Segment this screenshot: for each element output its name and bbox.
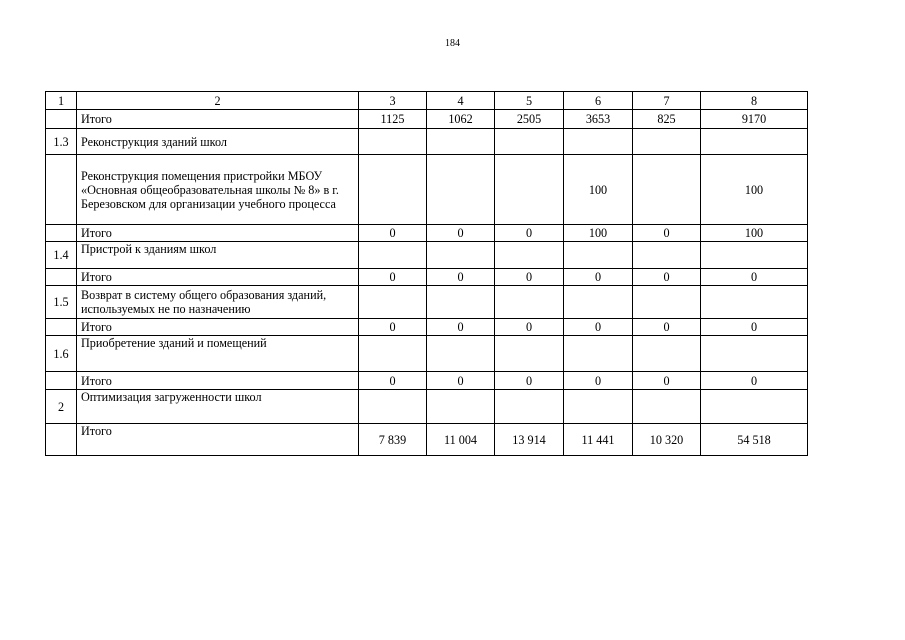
- row-name-cell: Итого: [77, 372, 359, 390]
- table-row: [46, 242, 808, 269]
- row-name-cell: Приобретение зданий и помещений: [77, 336, 359, 372]
- table-row: [46, 372, 808, 390]
- table-row: [46, 286, 808, 319]
- value-cell-col-6: [564, 390, 633, 424]
- value-cell-col-6: 0: [564, 372, 633, 390]
- data-table: [45, 91, 808, 456]
- value-cell-col-7: 0: [633, 269, 701, 286]
- value-cell-col-5: [495, 336, 564, 372]
- value-cell-col-8: [701, 286, 808, 319]
- value-cell-col-3: 1125: [359, 110, 427, 129]
- value-cell-col-4: [427, 390, 495, 424]
- row-number-cell: 1.3: [46, 129, 77, 155]
- value-cell-col-7: [633, 286, 701, 319]
- value-cell-col-8: 54 518: [701, 424, 808, 456]
- table-row: [46, 225, 808, 242]
- row-name-cell: Реконструкция зданий школ: [77, 129, 359, 155]
- value-cell-col-5: [495, 390, 564, 424]
- table-row: [46, 336, 808, 372]
- value-cell-col-8: 100: [701, 155, 808, 225]
- value-cell-col-3: 0: [359, 319, 427, 336]
- value-cell-col-5: 0: [495, 372, 564, 390]
- table-row: [46, 155, 808, 225]
- value-cell-col-6: [564, 336, 633, 372]
- value-cell-col-4: 1062: [427, 110, 495, 129]
- value-cell-col-5: 0: [495, 225, 564, 242]
- row-number-cell: [46, 424, 77, 456]
- value-cell-col-7: 7: [633, 92, 701, 110]
- value-cell-col-4: [427, 336, 495, 372]
- row-number-cell: [46, 155, 77, 225]
- value-cell-col-7: [633, 336, 701, 372]
- value-cell-col-3: 0: [359, 372, 427, 390]
- value-cell-col-3: 7 839: [359, 424, 427, 456]
- value-cell-col-8: [701, 390, 808, 424]
- value-cell-col-7: 0: [633, 372, 701, 390]
- value-cell-col-7: 0: [633, 319, 701, 336]
- table-row: [46, 424, 808, 456]
- value-cell-col-3: [359, 129, 427, 155]
- row-number-cell: 1.4: [46, 242, 77, 269]
- value-cell-col-5: 13 914: [495, 424, 564, 456]
- row-name-cell: Оптимизация загруженности школ: [77, 390, 359, 424]
- value-cell-col-8: [701, 129, 808, 155]
- value-cell-col-5: 5: [495, 92, 564, 110]
- table-body: [46, 92, 808, 456]
- value-cell-col-4: 11 004: [427, 424, 495, 456]
- value-cell-col-4: [427, 155, 495, 225]
- value-cell-col-7: 10 320: [633, 424, 701, 456]
- row-name-cell: Итого: [77, 110, 359, 129]
- table-row: [46, 269, 808, 286]
- value-cell-col-8: [701, 336, 808, 372]
- value-cell-col-3: [359, 286, 427, 319]
- row-number-cell: 1.5: [46, 286, 77, 319]
- value-cell-col-7: 0: [633, 225, 701, 242]
- value-cell-col-4: [427, 129, 495, 155]
- value-cell-col-7: [633, 155, 701, 225]
- row-name-cell: Итого: [77, 424, 359, 456]
- value-cell-col-5: [495, 286, 564, 319]
- value-cell-col-3: [359, 155, 427, 225]
- row-number-cell: [46, 372, 77, 390]
- value-cell-col-7: 825: [633, 110, 701, 129]
- value-cell-col-8: 9170: [701, 110, 808, 129]
- table-row: [46, 129, 808, 155]
- value-cell-col-4: 0: [427, 319, 495, 336]
- value-cell-col-6: [564, 129, 633, 155]
- row-name-cell: 2: [77, 92, 359, 110]
- value-cell-col-6: 0: [564, 269, 633, 286]
- value-cell-col-5: 0: [495, 269, 564, 286]
- value-cell-col-4: [427, 286, 495, 319]
- row-name-cell: Возврат в систему общего образования зданий, используемых не по назначению: [77, 286, 359, 319]
- value-cell-col-3: 0: [359, 269, 427, 286]
- value-cell-col-6: 6: [564, 92, 633, 110]
- value-cell-col-7: [633, 242, 701, 269]
- value-cell-col-8: 8: [701, 92, 808, 110]
- value-cell-col-8: [701, 242, 808, 269]
- row-number-cell: 1: [46, 92, 77, 110]
- value-cell-col-3: [359, 242, 427, 269]
- value-cell-col-7: [633, 129, 701, 155]
- value-cell-col-5: 0: [495, 319, 564, 336]
- page-number: 184: [445, 38, 460, 49]
- value-cell-col-4: 0: [427, 269, 495, 286]
- value-cell-col-6: 0: [564, 319, 633, 336]
- value-cell-col-6: [564, 286, 633, 319]
- row-number-cell: [46, 319, 77, 336]
- value-cell-col-3: [359, 336, 427, 372]
- value-cell-col-6: [564, 242, 633, 269]
- row-number-cell: [46, 269, 77, 286]
- row-name-cell: Итого: [77, 225, 359, 242]
- row-name-cell: Пристрой к зданиям школ: [77, 242, 359, 269]
- value-cell-col-5: [495, 242, 564, 269]
- value-cell-col-3: 3: [359, 92, 427, 110]
- row-number-cell: [46, 110, 77, 129]
- value-cell-col-6: 100: [564, 225, 633, 242]
- value-cell-col-3: 0: [359, 225, 427, 242]
- table-row: [46, 110, 808, 129]
- value-cell-col-8: 100: [701, 225, 808, 242]
- value-cell-col-6: 11 441: [564, 424, 633, 456]
- value-cell-col-4: 4: [427, 92, 495, 110]
- value-cell-col-8: 0: [701, 319, 808, 336]
- value-cell-col-4: [427, 242, 495, 269]
- value-cell-col-6: 3653: [564, 110, 633, 129]
- value-cell-col-8: 0: [701, 269, 808, 286]
- row-name-cell: Реконструкция помещения пристройки МБОУ «Основная общеобразовательная школы № 8» в г. Березовском для организации учебного процесса: [77, 155, 359, 225]
- table-row: [46, 319, 808, 336]
- row-number-cell: 2: [46, 390, 77, 424]
- value-cell-col-8: 0: [701, 372, 808, 390]
- value-cell-col-5: 2505: [495, 110, 564, 129]
- value-cell-col-5: [495, 129, 564, 155]
- table-row: [46, 390, 808, 424]
- table-row: [46, 92, 808, 110]
- value-cell-col-7: [633, 390, 701, 424]
- row-number-cell: 1.6: [46, 336, 77, 372]
- row-name-cell: Итого: [77, 319, 359, 336]
- value-cell-col-4: 0: [427, 372, 495, 390]
- value-cell-col-3: [359, 390, 427, 424]
- value-cell-col-4: 0: [427, 225, 495, 242]
- value-cell-col-5: [495, 155, 564, 225]
- value-cell-col-6: 100: [564, 155, 633, 225]
- row-number-cell: [46, 225, 77, 242]
- row-name-cell: Итого: [77, 269, 359, 286]
